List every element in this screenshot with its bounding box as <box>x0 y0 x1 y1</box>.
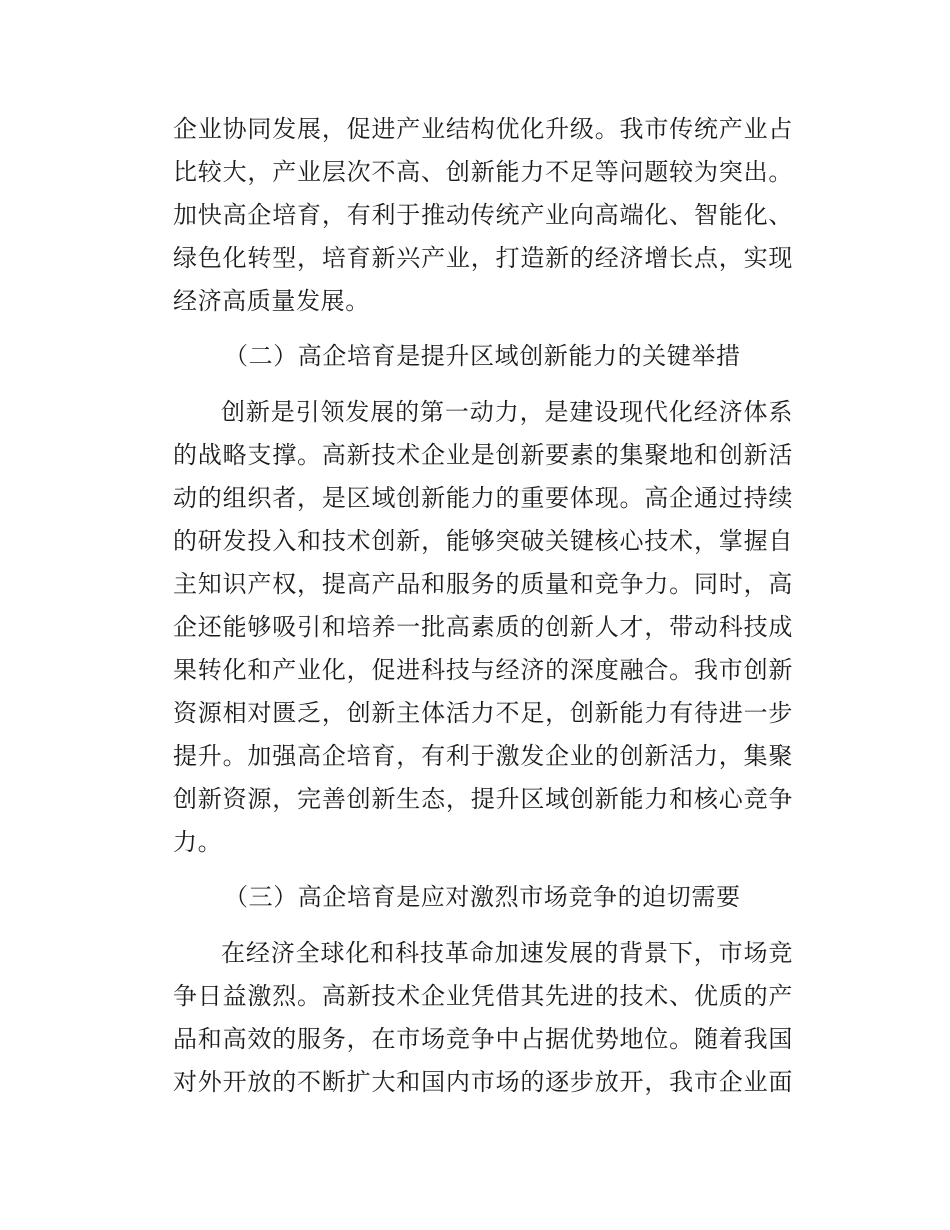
paragraph-1-line: 比较大，产业层次不高、创新能力不足等问题较为突出。 <box>173 158 793 186</box>
paragraph-2-line: 果转化和产业化，促进科技与经济的深度融合。我市创新 <box>173 656 793 684</box>
paragraph-2-line: 创新是引领发展的第一动力，是建设现代化经济体系 <box>221 398 793 426</box>
paragraph-2-line: 动的组织者，是区域创新能力的重要体现。高企通过持续 <box>173 484 793 512</box>
paragraph-1-line: 经济高质量发展。 <box>173 287 370 315</box>
paragraph-1-line: 企业协同发展，促进产业结构优化升级。我市传统产业占 <box>173 115 793 143</box>
paragraph-3-line: 在经济全球化和科技革命加速发展的背景下，市场竞 <box>221 939 793 967</box>
paragraph-2-line: 的研发投入和技术创新，能够突破关键核心技术，掌握自 <box>173 527 793 555</box>
paragraph-2-line: 企还能够吸引和培养一批高素质的创新人才，带动科技成 <box>173 613 793 641</box>
section-heading-2: （二）高企培育是提升区域创新能力的关键举措 <box>224 342 741 370</box>
paragraph-3-line: 对外开放的不断扩大和国内市场的逐步放开，我市企业面 <box>173 1068 793 1096</box>
paragraph-3-line: 品和高效的服务，在市场竞争中占据优势地位。随着我国 <box>173 1025 793 1053</box>
section-heading-3: （三）高企培育是应对激烈市场竞争的迫切需要 <box>224 883 741 911</box>
paragraph-2-line: 创新资源，完善创新生态，提升区域创新能力和核心竞争 <box>173 785 793 813</box>
paragraph-2-line: 力。 <box>173 828 223 856</box>
paragraph-2-line: 的战略支撑。高新技术企业是创新要素的集聚地和创新活 <box>173 441 793 469</box>
paragraph-3-line: 争日益激烈。高新技术企业凭借其先进的技术、优质的产 <box>173 982 793 1010</box>
paragraph-1-line: 加快高企培育，有利于推动传统产业向高端化、智能化、 <box>173 201 793 229</box>
paragraph-2-line: 资源相对匮乏，创新主体活力不足，创新能力有待进一步 <box>173 699 793 727</box>
paragraph-1-line: 绿色化转型，培育新兴产业，打造新的经济增长点，实现 <box>173 244 793 272</box>
paragraph-2-line: 提升。加强高企培育，有利于激发企业的创新活力，集聚 <box>173 742 793 770</box>
paragraph-2-line: 主知识产权，提高产品和服务的质量和竞争力。同时，高 <box>173 570 793 598</box>
